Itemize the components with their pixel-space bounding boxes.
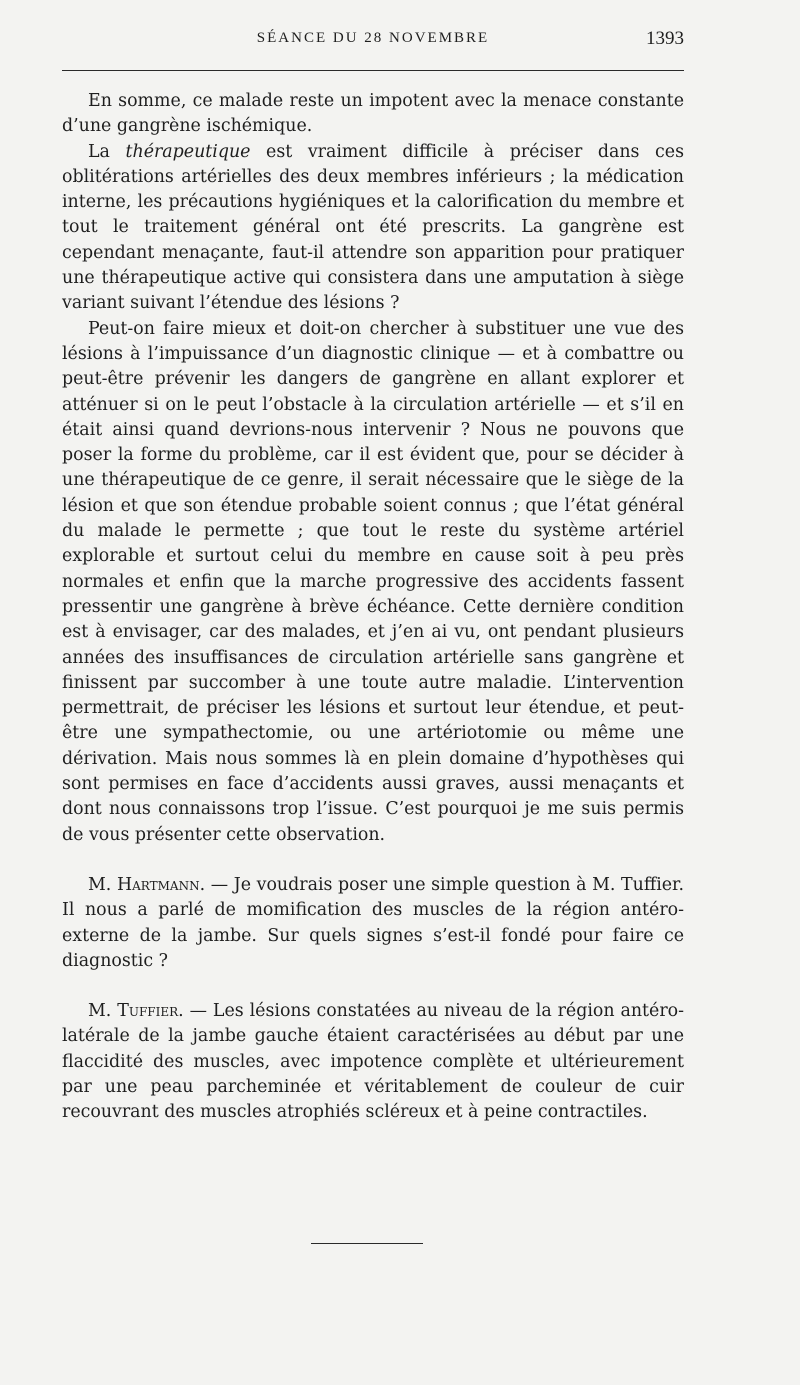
- paragraph-hartmann: [62, 873, 684, 974]
- end-rule: [311, 1243, 423, 1244]
- paragraph-therapeutique-text: est vraiment difficile à préciser dans ces oblitérations artérielles des deux membres inférieurs ; la médication interne, les précautions hygiéniques et la calorification du membre et tout le traitement général ont été prescrits. La gangrène est cependant menaçante, faut-il attendre son apparition pour pratiquer une thérapeutique active qui consistera dans une amputation à siège variant suivant l’étendue des lésions ?: [62, 141, 684, 314]
- paragraph-hartmann-text: — Je voudrais poser une simple question à M. Tuffier. Il nous a parlé de momification des muscles de la région antéro-externe de la jambe. Sur quels signes s’est-il fondé pour faire ce diagnostic ?: [62, 874, 684, 971]
- paragraph-therapeutique: [62, 140, 684, 317]
- paragraph-conclusion: [62, 89, 684, 140]
- italic-term-therapeutique: thérapeutique: [125, 141, 251, 162]
- body-text: [62, 89, 684, 1126]
- speaker-tuffier: M. Tuffier.: [88, 1001, 184, 1022]
- paragraph-tuffier: [62, 999, 684, 1125]
- page-header: [62, 26, 684, 56]
- page-number: 1393: [646, 28, 684, 49]
- speaker-hartmann: M. Hartmann.: [88, 874, 206, 895]
- paragraph-therapeutique-lead: La: [88, 141, 126, 162]
- paragraph-conclusion-text: En somme, ce malade reste un impotent avec la menace constante d’une gangrène ischémique.: [62, 91, 684, 137]
- paragraph-discussion-text: Peut-on faire mieux et doit-on chercher à substituer une vue des lésions à l’impuissance d’un diagnostic clinique — et à combattre ou peut-être prévenir les dangers de gangrène en allant explorer et atténuer si on le peut l’obstacle à la circulation artérielle — et s’il en était ainsi quand devrions-nous intervenir ? Nous ne pouvons que poser la forme du problème, car il est évident que, pour se décider à une thérapeutique de ce genre, il serait nécessaire que le siège de la lésion et que son étendue probable soient connus ; que l’état général du malade le permette ; que tout le reste du système artériel explorable et surtout celui du membre en cause soit à peu près normales et enfin que la marche progressive des accidents fassent pressentir une gangrène à brève échéance. Cette dernière condition est à envisager, car des malades, et j’en ai vu, ont pendant plusieurs années des insuffisances de circulation artérielle sans gangrène et finissent par succomber à une toute autre maladie. L’intervention permettrait, de préciser les lésions et surtout leur étendue, et peut-être une sympathectomie, ou une artériotomie ou même une dérivation. Mais nous sommes là en plein domaine d’hypothèses qui sont permises en face d’accidents aussi graves, aussi menaçants et dont nous connaissons trop l’issue. C’est pourquoi je me suis permis de vous présenter cette observation.: [62, 318, 684, 845]
- header-rule: [62, 70, 684, 71]
- paragraph-tuffier-text: — Les lésions constatées au niveau de la région antéro-latérale de la jambe gauche étaient caractérisées au début par une flaccidité des muscles, avec impotence complète et ultérieurement par une peau parcheminée et véritablement de couleur de cuir recouvrant des muscles atrophiés scléreux et à peine contractiles.: [62, 1001, 684, 1123]
- paragraph-discussion: [62, 317, 684, 848]
- running-title: SÉANCE DU 28 NOVEMBRE: [256, 30, 490, 46]
